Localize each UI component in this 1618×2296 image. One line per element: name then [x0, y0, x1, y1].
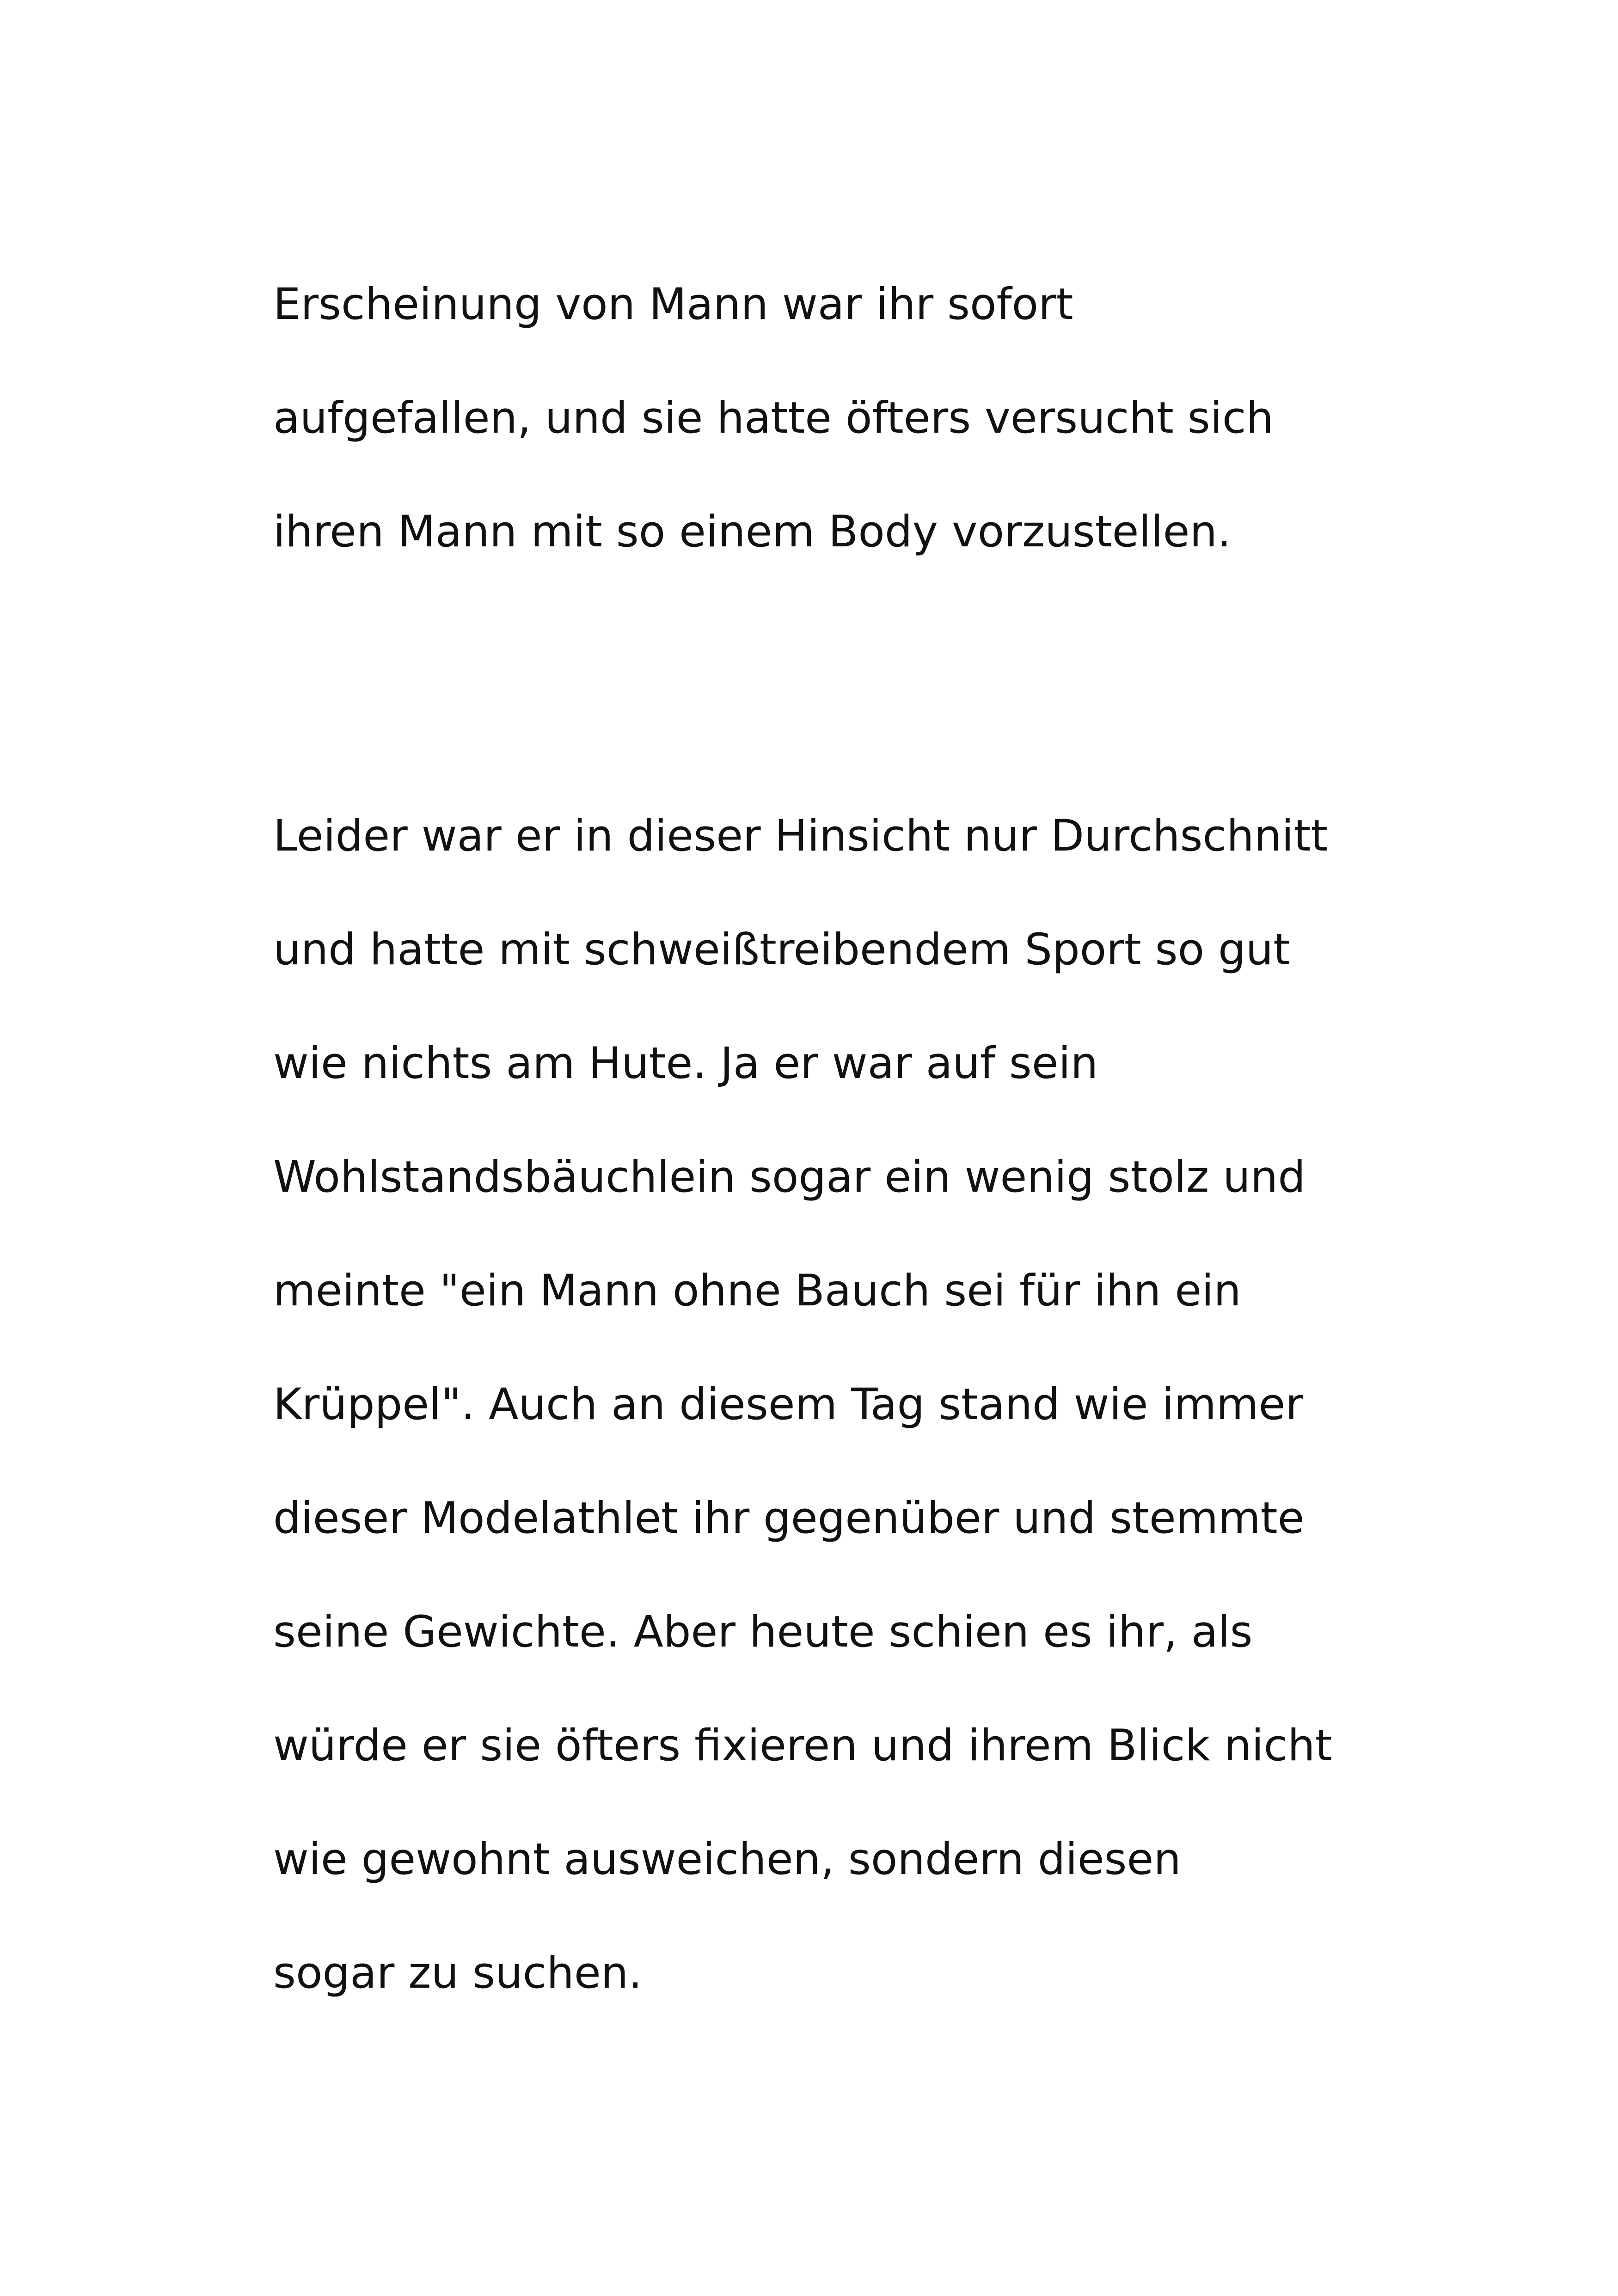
text-line: ihren Mann mit so einem Body vorzustellen. — [273, 507, 1231, 557]
text-line: wie gewohnt ausweichen, sondern diesen — [273, 1834, 1181, 1885]
text-line: aufgefallen, und sie hatte öfters versucht sich — [273, 393, 1274, 443]
text-line: meinte "ein Mann ohne Bauch sei für ihn ein — [273, 1266, 1241, 1316]
text-line: Erscheinung von Mann war ihr sofort — [273, 279, 1073, 330]
text-line: Leider war er in dieser Hinsicht nur Durchschnitt — [273, 811, 1328, 861]
text-line: und hatte mit schweißtreibendem Sport so gut — [273, 925, 1291, 975]
text-line: Wohlstandsbäuchlein sogar ein wenig stolz und — [273, 1152, 1306, 1202]
text-line: seine Gewichte. Aber heute schien es ihr, als — [273, 1607, 1253, 1657]
text-line: wie nichts am Hute. Ja er war auf sein — [273, 1038, 1098, 1089]
text-line: würde er sie öfters fixieren und ihrem Blick nicht — [273, 1720, 1332, 1771]
text-line: sogar zu suchen. — [273, 1948, 643, 1998]
text-line: Krüppel". Auch an diesem Tag stand wie immer — [273, 1379, 1304, 1430]
text-line: dieser Modelathlet ihr gegenüber und stemmte — [273, 1493, 1305, 1543]
